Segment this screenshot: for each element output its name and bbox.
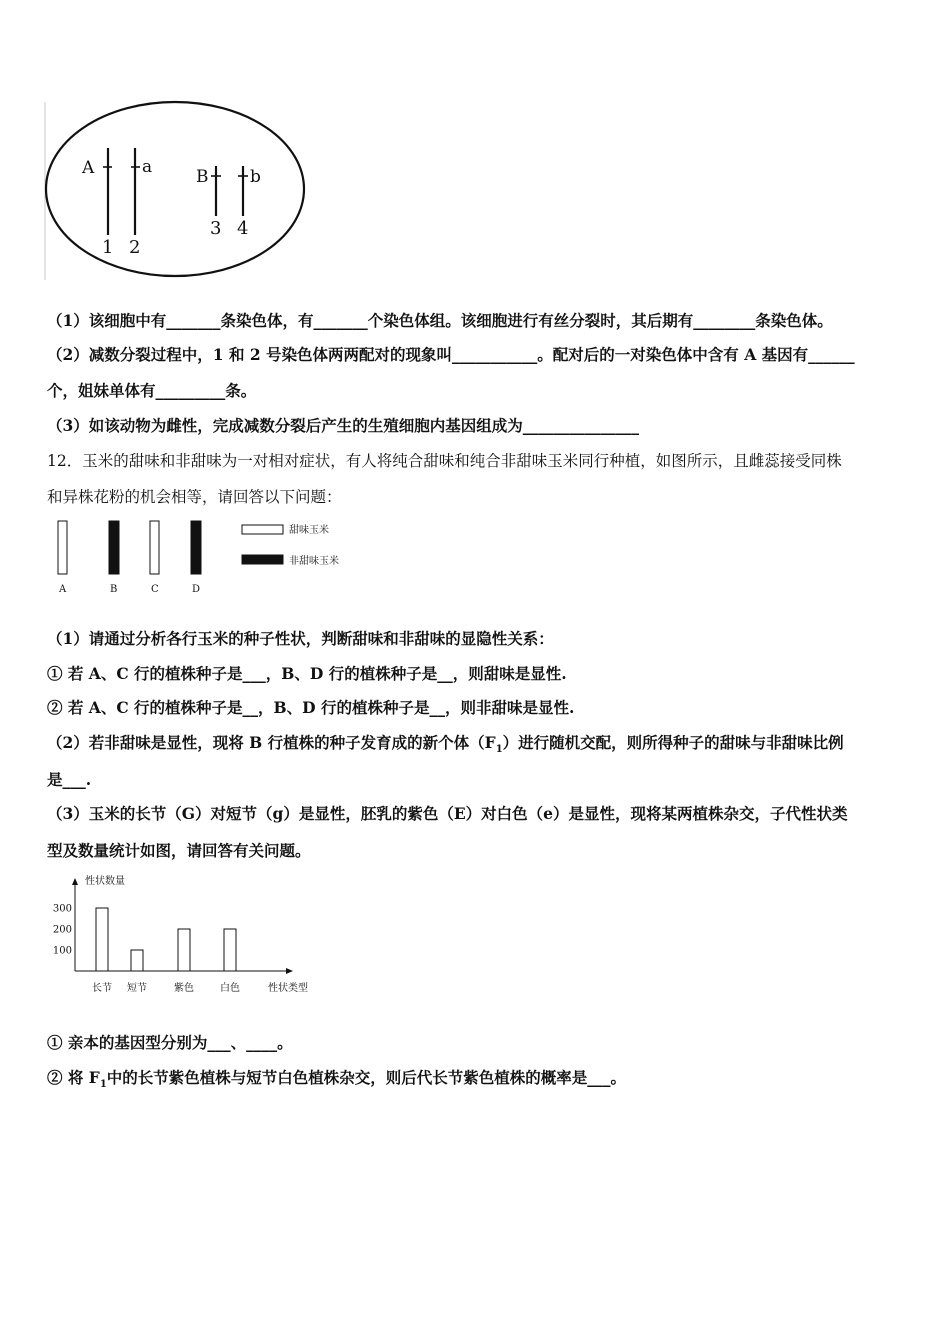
q12-part1-option2: ② 若 A、C 行的植株种子是__，B、D 行的植株种子是__，则非甜味是显性. xyxy=(47,698,575,717)
bar-2 xyxy=(131,950,143,971)
y-axis-arrow xyxy=(72,878,78,885)
q12-part3-line1: （3）玉米的长节（G）对短节（g）是显性，胚乳的紫色（E）对白色（e）是显性，现将某两植株杂交，子代性状类 xyxy=(47,804,848,823)
q11-part2-line2: 个，姐妹单体有_________条。 xyxy=(47,381,257,400)
q11-part1: （1）该细胞中有_______条染色体，有_______个染色体组。该细胞进行有丝分裂时，其后期有________条染色体。 xyxy=(47,311,833,330)
y-tick-label-100: 100 xyxy=(52,945,72,957)
q12-part2-line2: 是___. xyxy=(47,770,92,789)
chromosome-number-2: 2 xyxy=(129,237,141,258)
planting-row-C xyxy=(150,521,159,574)
gene-label-B: B xyxy=(196,167,209,187)
y-tick-label-300: 300 xyxy=(52,903,72,915)
bar-1 xyxy=(96,908,108,971)
x-category-label-1: 长节 xyxy=(92,983,112,994)
chromosome-number-3: 3 xyxy=(210,218,222,239)
y-tick-label-200: 200 xyxy=(52,924,72,936)
x-category-label-3: 紫色 xyxy=(174,983,194,994)
x-category-label-4: 白色 xyxy=(220,983,240,994)
q12-part1-option1: ① 若 A、C 行的植株种子是___，B、D 行的植株种子是__，则甜味是显性. xyxy=(47,664,567,683)
trait-count-bar-chart xyxy=(44,870,334,1000)
q12-part2-prefix: （2）若非甜味是显性，现将 B 行植株的种子发育成的新个体（F xyxy=(47,733,496,752)
chromosome-number-1: 1 xyxy=(102,237,114,258)
q12-part3-line2: 型及数量统计如图，请回答有关问题。 xyxy=(47,841,311,860)
planting-rows-figure xyxy=(50,515,360,599)
y-axis-label: 性状数量 xyxy=(85,876,125,887)
q11-part3: （3）如该动物为雌性，完成减数分裂后产生的生殖细胞内基因组成为_______________ xyxy=(47,416,640,435)
q11-part2-line1: （2）减数分裂过程中，1 和 2 号染色体两两配对的现象叫___________。配对后的一对染色体中含有 A 基因有______ xyxy=(47,345,855,364)
bar-4 xyxy=(224,929,236,971)
gene-label-A: A xyxy=(82,158,95,178)
cell-outline xyxy=(46,102,304,276)
q12-part2-line1 xyxy=(47,733,844,760)
q12-part3-q2-prefix: ② 将 F xyxy=(47,1068,100,1087)
gene-label-a: a xyxy=(142,157,153,177)
q12-intro-line1: 12．玉米的甜味和非甜味为一对相对症状，有人将纯合甜味和纯合非甜味玉米同行种植，如图所示，且雌蕊接受同株 xyxy=(47,452,842,470)
legend-non-sweet-swatch xyxy=(242,555,283,564)
planting-row-B xyxy=(109,521,119,574)
planting-row-label-D: D xyxy=(192,584,201,595)
planting-row-A xyxy=(58,521,67,574)
q12-part2-subscript: 1 xyxy=(495,744,503,756)
planting-row-label-A: A xyxy=(59,584,67,595)
planting-row-label-B: B xyxy=(110,584,118,595)
q12-part3-question1: ① 亲本的基因型分别为___、____。 xyxy=(47,1033,293,1052)
x-axis-label: 性状类型 xyxy=(268,983,308,994)
legend-non-sweet-label: 非甜味玉米 xyxy=(289,556,339,567)
planting-row-D xyxy=(191,521,201,574)
q12-part3-q2-subscript: 1 xyxy=(99,1079,107,1091)
q12-part2-suffix: ）进行随机交配，则所得种子的甜味与非甜味比例 xyxy=(502,733,844,752)
cell-chromosome-figure xyxy=(44,100,314,282)
q12-intro-line2: 和异株花粉的机会相等，请回答以下问题： xyxy=(47,488,342,506)
q12-part1: （1）请通过分析各行玉米的种子性状，判断甜味和非甜味的显隐性关系： xyxy=(47,629,554,648)
gene-label-b: b xyxy=(250,167,261,187)
chromosome-number-4: 4 xyxy=(237,218,249,239)
planting-row-label-C: C xyxy=(151,584,159,595)
q12-part3-question2 xyxy=(47,1068,626,1095)
legend-sweet-swatch xyxy=(242,525,283,534)
x-axis-arrow xyxy=(286,968,293,974)
bar-3 xyxy=(178,929,190,971)
legend-sweet-label: 甜味玉米 xyxy=(289,525,329,536)
q12-part3-q2-suffix: 中的长节紫色植株与短节白色植株杂交，则后代长节紫色植株的概率是___。 xyxy=(106,1068,627,1087)
x-category-label-2: 短节 xyxy=(127,983,147,994)
